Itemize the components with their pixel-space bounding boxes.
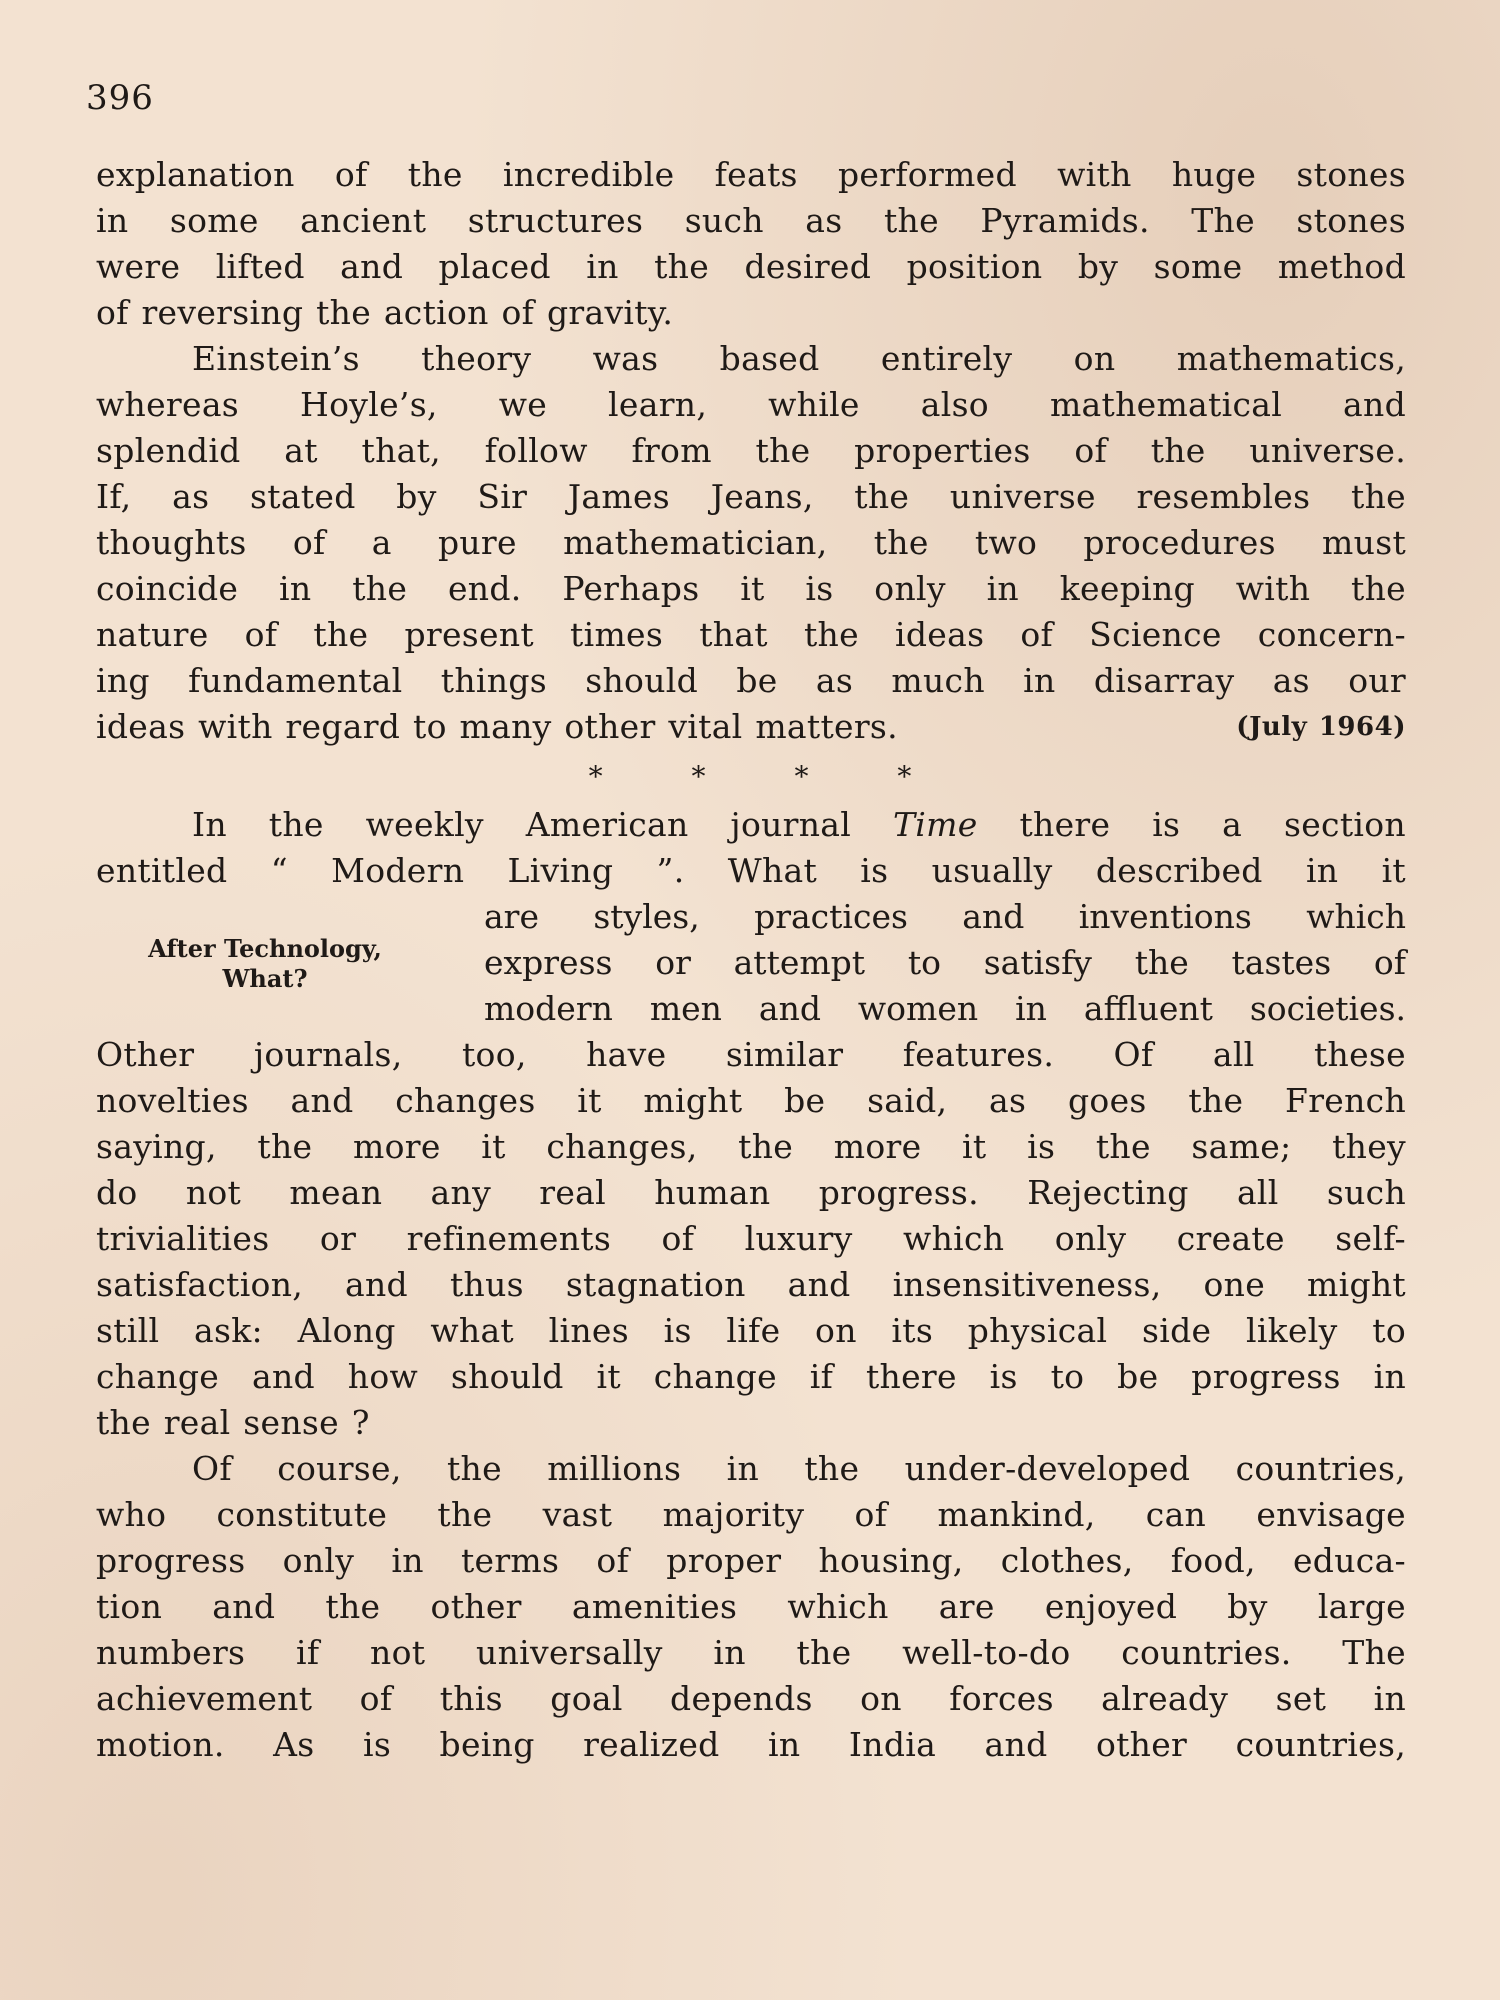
article-body: [96, 1032, 1406, 1446]
text-line: were lifted and placed in the desired position by some method: [96, 247, 1406, 286]
text-line: thoughts of a pure mathematician, the two procedures must: [96, 523, 1406, 562]
text-line: express or attempt to satisfy the tastes of: [484, 943, 1406, 982]
text-line: motion. As is being realized in India and other countries,: [96, 1725, 1406, 1764]
text-line: tion and the other amenities which are enjoyed by large: [96, 1587, 1406, 1626]
separator-star: *: [897, 760, 912, 793]
text-line: Einstein’s theory was based entirely on mathematics,: [192, 339, 1406, 378]
dateline: (July 1964): [1236, 712, 1406, 742]
text-line: satisfaction, and thus stagnation and insensitiveness, one might: [96, 1265, 1406, 1304]
text-line: still ask: Along what lines is life on its physical side likely to: [96, 1311, 1406, 1350]
section-separator: [0, 760, 1500, 793]
text-line: progress only in terms of proper housing, clothes, food, educa-: [96, 1541, 1406, 1580]
separator-star: *: [691, 760, 706, 793]
text-line: ideas with regard to many other vital matters.: [96, 707, 898, 746]
side-heading-line: What?: [222, 964, 308, 993]
text-line: of reversing the action of gravity.: [96, 293, 674, 332]
text-line: nature of the present times that the ideas of Science concern-: [96, 615, 1406, 654]
paragraph-einstein: [96, 336, 1406, 750]
article-opening: [96, 802, 1406, 894]
text-line: novelties and changes it might be said, as goes the French: [96, 1081, 1406, 1120]
text-line: are styles, practices and inventions which: [484, 897, 1406, 936]
text-line: Other journals, too, have similar features. Of all these: [96, 1035, 1406, 1074]
text-line: ing fundamental things should be as much in disarray as our: [96, 661, 1406, 700]
separator-star: *: [588, 760, 603, 793]
text-line: In the weekly American journal Time there is a section: [192, 805, 1406, 844]
separator-star: *: [794, 760, 809, 793]
text-line: saying, the more it changes, the more it is the same; they: [96, 1127, 1406, 1166]
text-line: change and how should it change if there is to be progress in: [96, 1357, 1406, 1396]
text-line: achievement of this goal depends on forces already set in: [96, 1679, 1406, 1718]
text-line: whereas Hoyle’s, we learn, while also mathematical and: [96, 385, 1406, 424]
paragraph-gravity: [96, 152, 1406, 336]
text-line: in some ancient structures such as the Pyramids. The stones: [96, 201, 1406, 240]
text-line: explanation of the incredible feats performed with huge stones: [96, 155, 1406, 194]
page-number: 396: [86, 78, 154, 118]
text-line: entitled “ Modern Living ”. What is usually described in it: [96, 851, 1406, 890]
text-line: Of course, the millions in the under-developed countries,: [192, 1449, 1406, 1488]
text-line: numbers if not universally in the well-to-do countries. The: [96, 1633, 1406, 1672]
text-line: do not mean any real human progress. Rejecting all such: [96, 1173, 1406, 1212]
side-heading: [100, 934, 430, 994]
journal-title: Time: [893, 805, 978, 844]
text-line: trivialities or refinements of luxury which only create self-: [96, 1219, 1406, 1258]
text-line-with-date: [96, 704, 1406, 750]
text-line: splendid at that, follow from the properties of the universe.: [96, 431, 1406, 470]
text-line: modern men and women in affluent societies.: [484, 989, 1406, 1028]
paragraph-developing-countries: [96, 1446, 1406, 1768]
text-line: If, as stated by Sir James Jeans, the universe resembles the: [96, 477, 1406, 516]
text-line: who constitute the vast majority of mankind, can envisage: [96, 1495, 1406, 1534]
article-narrow-column: [484, 894, 1406, 1032]
text-line: coincide in the end. Perhaps it is only in keeping with the: [96, 569, 1406, 608]
side-heading-line: After Technology,: [148, 934, 382, 963]
text-line: the real sense ?: [96, 1403, 370, 1442]
